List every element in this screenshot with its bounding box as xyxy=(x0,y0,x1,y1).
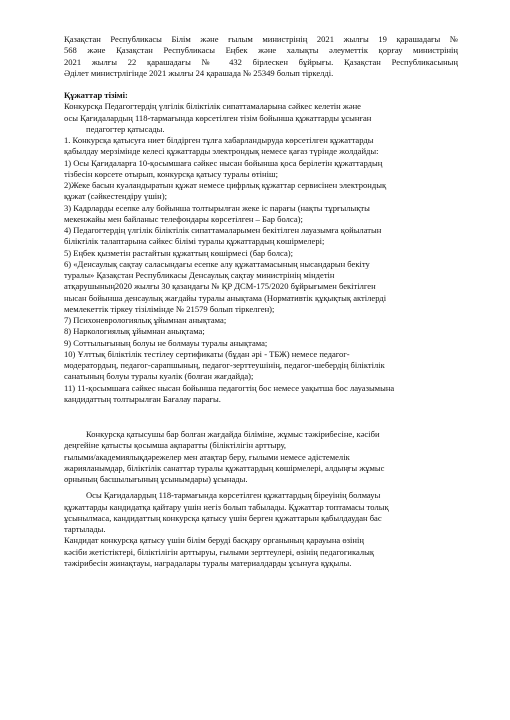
list-line: нысан бойынша денсаулық жағдайы туралы анықтама (Нормативтік құқықтық актілерді xyxy=(64,292,387,303)
additional-info-paragraph xyxy=(64,429,458,485)
list-line: құжат (сәйкестендіру үшін); xyxy=(64,191,167,202)
list-line: мекенжайы мен байланыс телефондары көрсетілген – Бар болса); xyxy=(64,213,303,224)
list-line: 1. Конкурсқа қатысуға ниет білдірген тұлға хабарландыруда көрсетілген құжаттарды xyxy=(64,135,374,145)
missing-documents-paragraph xyxy=(64,490,458,569)
text-line: 2021 жылғы 22 қарашадағы № 432 бірлескен бұйрығы. Қазақстан Республикасының xyxy=(64,56,458,67)
text-line: жарияланымдар, біліктілік санаттар туралы құжаттардың көшірмелері, алдыңғы жұмыс xyxy=(64,462,385,473)
list-line: 1) Осы Қағидаларға 10-қосымшаға сәйкес нысан бойынша қоса берілетін құжаттардың xyxy=(64,157,383,168)
text-line: орнының басшылығының ұсынымдары) ұсынады. xyxy=(64,474,248,484)
list-line: мемлекеттік тіркеу тізілімінде № 21579 болып тіркелген); xyxy=(64,303,275,314)
documents-list xyxy=(64,101,458,405)
list-line: модератордың, педагог-сарапшының, педагог-зерттеушінің, педагог-шебердің біліктілік xyxy=(64,360,385,370)
list-line: атқарушының2020 жылғы 30 қазандағы № ҚР ДСМ-175/2020 бұйрығымен бекітілген xyxy=(64,281,376,292)
list-line: қабылдау мерзімінде келесі құжаттарды электрондық немесе қағаз түрінде жолдайды: xyxy=(64,146,379,157)
list-line: 10) Ұлттық біліктілік тестілеу сертификаты (бұдан әрі - ТБЖ) немесе педагог- xyxy=(64,348,350,359)
text-line: тәжірибесін жинақтауы, наградалары туралы материалдарды ұсынуға құқылы. xyxy=(64,557,352,568)
order-reference xyxy=(64,34,458,79)
list-line: Конкурсқа Педагогтердің үлгілік біліктілік сипаттамаларына сәйкес келетін және xyxy=(64,101,361,112)
documents-list-heading: Құжаттар тізімі: xyxy=(64,90,128,100)
text-line: Әділет министрлігінде 2021 жылғы 24 қарашада № 25349 болып тіркелді. xyxy=(64,67,334,78)
text-line: тартылады. xyxy=(64,524,106,534)
text-line: Конкурсқа қатысушы бар болған жағдайда біліміне, жұмыс тәжірибесіне, кәсіби xyxy=(86,429,380,439)
list-line: 4) Педагогтердің үлгілік біліктілік сипаттамаларымен бекітілген лауазымға қойылатын xyxy=(64,225,382,235)
text-line: Қазақстан Республикасы Білім және ғылым министрінің 2021 жылғы 19 қарашадағы № xyxy=(64,34,458,44)
list-line: тізбесін көрсете отырып, конкурсқа қатысу туралы өтініш; xyxy=(64,168,278,179)
list-line: 11) 11-қосымшаға сәйкес нысан бойынша педагогтің бос немесе уақытша бос лауазымына xyxy=(64,382,395,393)
text-line: ұсынылмаса, кандидаттың конкурсқа қатысу үшін берген құжаттарын қабылдаудан бас xyxy=(64,512,382,523)
text-line: деңгейіне қатысты қосымша ақпаратты (біліктілігін арттыру, xyxy=(64,440,287,451)
list-line: санатының болуы туралы куәлік (болған жағдайда); xyxy=(64,371,254,382)
list-line: туралы» Қазақстан Республикасы Денсаулық сақтау министрінің міндетін xyxy=(64,270,335,280)
text-line: 568 және Қазақстан Республикасы Еңбек және халықты әлеуметтік қорғау министрінің xyxy=(64,45,458,56)
list-line: 8) Наркологиялық ұйымнан анықтама; xyxy=(64,326,205,337)
text-line: құжаттарды кандидатқа қайтару үшін негіз болып табылады. Құжаттар топтамасы толық xyxy=(64,501,389,512)
list-line: кандидаттың толтырылған Бағалау парағы. xyxy=(64,393,221,404)
list-line: 2)Жеке басын куәландыратын құжат немесе цифрлық құжаттар сервисінен электрондық xyxy=(64,180,387,190)
list-line: 5) Еңбек қызметін растайтын құжаттың көшірмесі (бар болса); xyxy=(64,247,293,258)
list-line: 3) Кадрларды есепке алу бойынша толтырылған жеке іс парағы (нақты тұрғылықты xyxy=(64,202,370,213)
list-line: 9) Соттылығының болуы не болмауы туралы анықтама; xyxy=(64,337,268,348)
list-line: осы Қағидалардың 118-тармағында көрсетілген тізім бойынша құжаттарды ұсынған xyxy=(64,112,372,123)
text-line: Кандидат конкурсқа қатысу үшін білім беруді басқару органының қарауына өзінің xyxy=(64,535,364,546)
list-line: 7) Психоневрологиялық ұйымнан анықтама; xyxy=(64,315,227,325)
list-line: педагогтер қатысады. xyxy=(86,123,165,134)
list-line: 6) «Денсаулық сақтау саласындағы есепке алу құжаттамасының нысандарын бекіту xyxy=(64,258,370,269)
text-line: ғылыми/академиялықдәрежелер мен атақтар беру, ғылыми немесе әдістемелік xyxy=(64,451,350,462)
text-line: Осы Қағидалардың 118-тармағында көрсетілген құжаттардың біреуінің болмауы xyxy=(86,490,381,501)
list-line: біліктілік талаптарына сәйкес білімі туралы құжаттардың көшірмелері; xyxy=(64,236,325,247)
text-line: кәсіби жетістіктері, біліктілігін арттыруы, ғылыми зерттеулері, өзінің педагогикалық xyxy=(64,546,375,557)
